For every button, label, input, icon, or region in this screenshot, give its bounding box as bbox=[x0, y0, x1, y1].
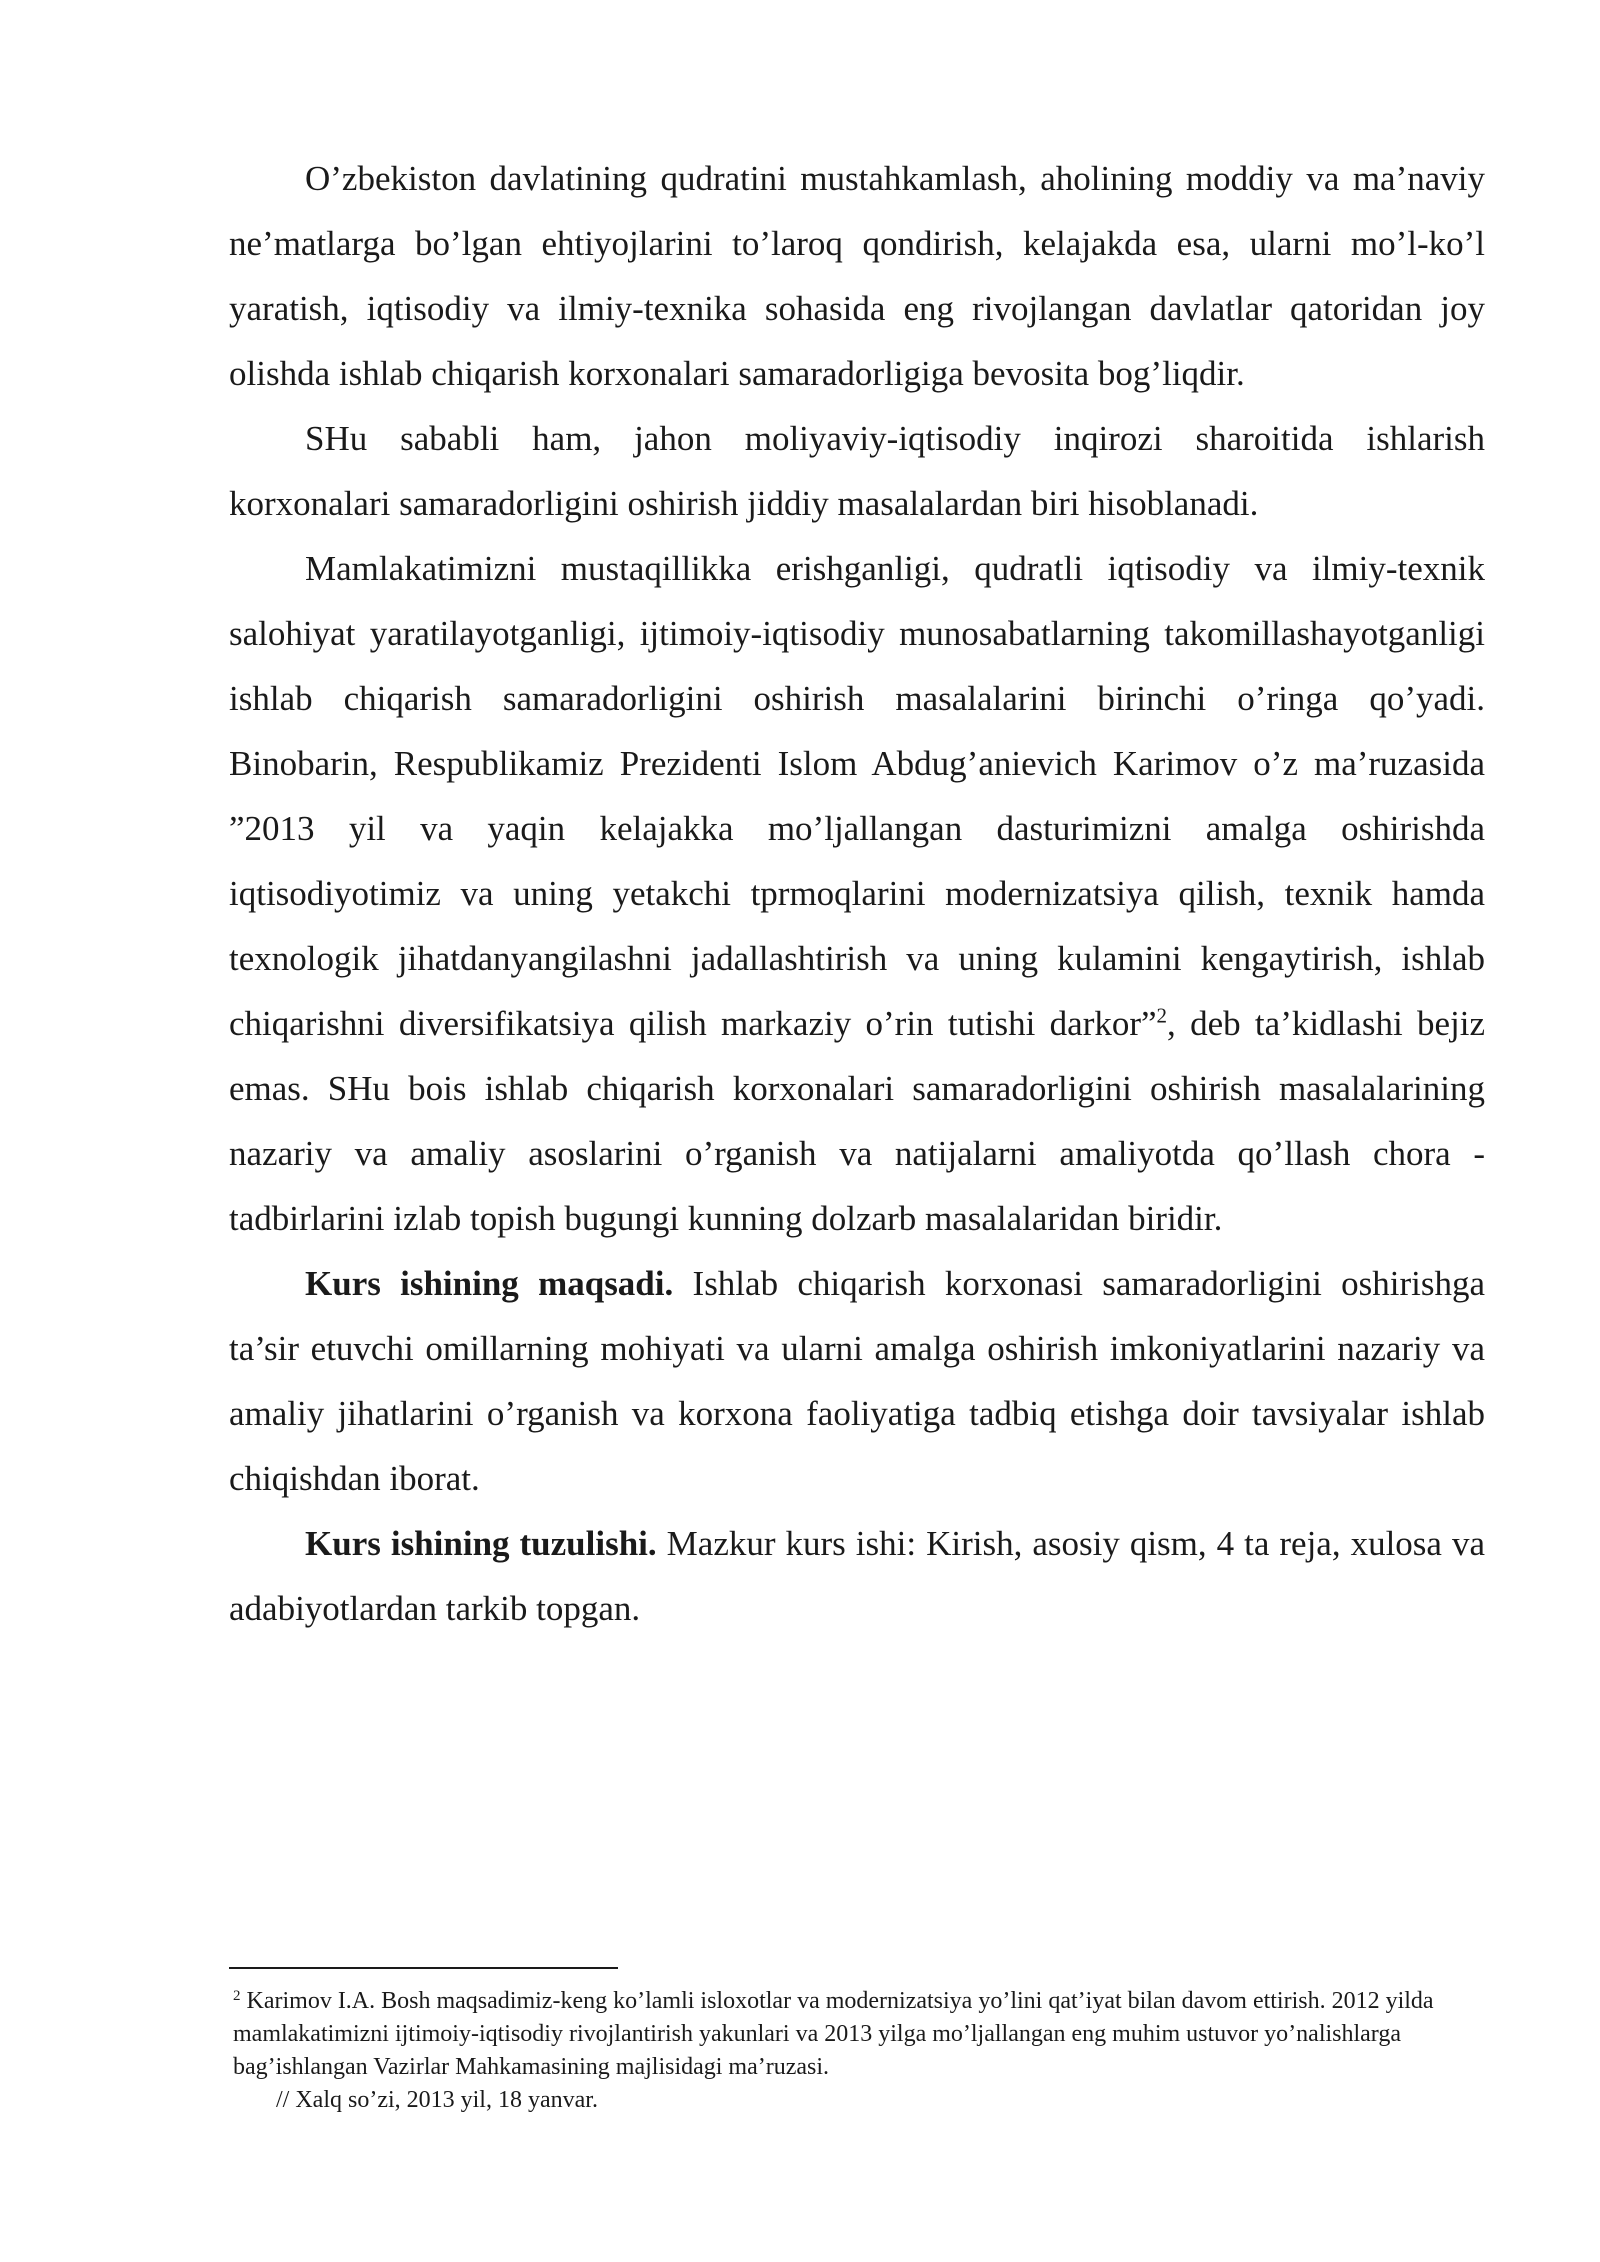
footnote-number: 2 bbox=[233, 1988, 241, 2004]
footnote-separator bbox=[229, 1967, 618, 1969]
footnote bbox=[233, 1985, 1453, 2117]
body-text bbox=[229, 146, 1485, 1641]
goal-heading: Kurs ishining maqsadi. bbox=[305, 1264, 674, 1303]
paragraph-independence bbox=[229, 536, 1485, 1251]
paragraph-structure bbox=[229, 1511, 1485, 1641]
structure-text: Mazkur kurs ishi: Kirish, asosiy qism, 4 ta reja, xulosa va adabiyotlardan tarkib topgan. bbox=[229, 1524, 1485, 1628]
paragraph-goal bbox=[229, 1251, 1485, 1511]
footnote-text: Karimov I.A. Bosh maqsadimiz-keng ko’lamli isloxotlar va modernizatsiya yo’lini qat’iyat bilan davom ettirish. 2012 yilda mamlakatimizni ijtimoiy-iqtisodiy rivojlantirish yakunlari va 2013 yilga mo’ljallangan eng muhim ustuvor yo’nalishlarga bag’ishlangan Vazirlar Mahkamasining majlisidagi ma’ruzasi. bbox=[233, 1988, 1434, 2080]
structure-heading: Kurs ishining tuzulishi. bbox=[305, 1524, 657, 1563]
paragraph-crisis: SHu sababli ham, jahon moliyaviy-iqtisodiy inqirozi sharoitida ishlarish korxonalari samaradorligini oshirish jiddiy masalalardan biri hisoblanadi. bbox=[229, 419, 1485, 523]
footnote-reference: 2 bbox=[1156, 1003, 1168, 1028]
paragraph-independence-text: Mamlakatimizni mustaqillikka erishganligi, qudratli iqtisodiy va ilmiy-texnik salohiyat yaratilayotganligi, ijtimoiy-iqtisodiy munosabatlarning takomillashayotganligi ishlab chiqarish samaradorligini oshirish masalalarini birinchi o’ringa qo’yadi. Binobarin, Respublikamiz Prezidenti Islom Abdug’anievich Karimov o’z ma’ruzasida ”2013 yil va yaqin kelajakka mo’ljallangan dasturimizni amalga oshirishda iqtisodiyotimiz va uning yetakchi tprmoqlarini modernizatsiya qilish, texnik hamda texnologik jihatdanyangilashni jadallashtirish va uning kulamini kengaytirish, ishlab chiqarishni diversifikatsiya qilish markaziy o’rin tutishi darkor” bbox=[229, 549, 1485, 1043]
goal-text: Ishlab chiqarish korxonasi samaradorligini oshirishga ta’sir etuvchi omillarning mohiyati va ularni amalga oshirish imkoniyatlarini nazariy va amaliy jihatlarini o’rganish va korxona faoliyatiga tadbiq etishga doir tavsiyalar ishlab chiqishdan iborat. bbox=[229, 1264, 1486, 1498]
footnote-source: // Xalq so’zi, 2013 yil, 18 yanvar. bbox=[276, 2087, 598, 2113]
paragraph-independence-continuation: , deb ta’kidlashi bejiz emas. SHu bois ishlab chiqarish korxonalari samaradorligini oshirish masalalarining nazariy va amaliy asoslarini o’rganish va natijalarni amaliyotda qo’llash chora - tadbirlarini izlab topish bugungi kunning dolzarb masalalaridan biridir. bbox=[229, 1004, 1485, 1238]
paragraph-intro: O’zbekiston davlatining qudratini mustahkamlash, aholining moddiy va ma’naviy ne’matlarga bo’lgan ehtiyojlarini to’laroq qondirish, kelajakda esa, ularni mo’l-ko’l yaratish, iqtisodiy va ilmiy-texnika sohasida eng rivojlangan davlatlar qatoridan joy olishda ishlab chiqarish korxonalari samaradorligiga bevosita bog’liqdir. bbox=[229, 159, 1485, 393]
